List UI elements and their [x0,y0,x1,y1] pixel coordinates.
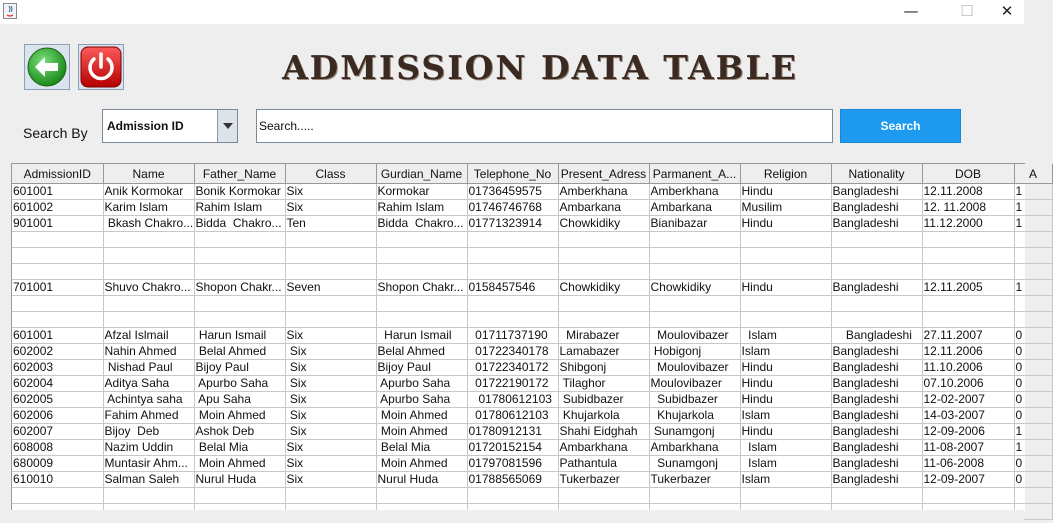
table-cell[interactable] [194,488,285,504]
admission-data-table [12,164,1053,520]
table-cell[interactable]: Nurul Huda [376,472,467,488]
table-cell[interactable]: Amberkhana [649,184,740,200]
table-cell[interactable]: Six [285,200,376,216]
table-cell[interactable]: Musilim [740,200,831,216]
table-cell[interactable]: Moin Ahmed [194,408,285,424]
page-title: ADMISSION DATA TABLE [282,48,798,87]
table-cell[interactable]: Amberkhana [558,184,649,200]
table-cell[interactable]: 14-03-2007 [922,408,1014,424]
table-cell[interactable]: Moin Ahmed [376,456,467,472]
table-cell[interactable] [376,312,467,328]
table-cell[interactable]: 0 [1014,328,1052,344]
power-icon [79,45,123,89]
table-cell[interactable] [740,296,831,312]
table-cell[interactable] [285,248,376,264]
table-cell[interactable] [1014,296,1052,312]
search-button[interactable]: Search [840,109,961,143]
table-row[interactable] [12,184,1052,200]
table-cell[interactable] [103,248,194,264]
table-cell[interactable] [103,312,194,328]
table-cell[interactable]: Tukerbazer [649,472,740,488]
table-row[interactable] [12,424,1052,440]
table-row[interactable] [12,248,1052,264]
table-cell[interactable] [376,232,467,248]
table-cell[interactable]: Shibgonj [558,360,649,376]
table-cell[interactable] [558,248,649,264]
table-cell[interactable]: 12.11.2005 [922,280,1014,296]
table-cell[interactable]: Nazim Uddin [103,440,194,456]
search-input[interactable] [256,109,833,143]
table-row[interactable] [12,200,1052,216]
table-cell[interactable]: 1 [1014,280,1052,296]
table-cell[interactable]: 0158457546 [467,280,558,296]
table-cell[interactable]: Bangladeshi [831,360,922,376]
table-cell[interactable]: Islam [740,408,831,424]
table-cell[interactable]: 07.10.2006 [922,376,1014,392]
table-cell[interactable]: Belal Ahmed [376,344,467,360]
table-cell[interactable]: Bijoy Deb [103,424,194,440]
table-row[interactable] [12,328,1052,344]
table-cell[interactable] [740,232,831,248]
table-cell[interactable] [649,488,740,504]
table-cell[interactable] [376,488,467,504]
table-row[interactable] [12,408,1052,424]
table-cell[interactable]: 01722340178 [467,344,558,360]
table-row[interactable] [12,280,1052,296]
table-cell[interactable]: Bidda Chakro... [194,216,285,232]
table-cell[interactable]: Nishad Paul [103,360,194,376]
table-cell[interactable] [1014,232,1052,248]
back-button[interactable] [24,44,70,90]
table-cell[interactable] [194,264,285,280]
column-header[interactable]: DOB [922,164,1014,184]
table-cell[interactable]: Fahim Ahmed [103,408,194,424]
table-cell[interactable]: Islam [740,440,831,456]
table-cell[interactable] [376,296,467,312]
table-cell[interactable] [649,312,740,328]
table-cell[interactable] [376,248,467,264]
table-cell[interactable] [922,312,1014,328]
table-cell[interactable]: Bijoy Paul [194,360,285,376]
table-cell[interactable]: Six [285,408,376,424]
table-cell[interactable]: Muntasir Ahm... [103,456,194,472]
table-cell[interactable]: Shopon Chakr... [376,280,467,296]
table-cell[interactable]: Six [285,376,376,392]
table-row[interactable] [12,296,1052,312]
table-cell[interactable]: Chowkidiky [558,280,649,296]
table-cell[interactable]: Anik Kormokar [103,184,194,200]
table-cell[interactable]: Karim Islam [103,200,194,216]
table-cell[interactable]: 610010 [12,472,103,488]
table-cell[interactable] [467,296,558,312]
table-cell[interactable]: 0 [1014,456,1052,472]
table-cell[interactable] [194,312,285,328]
table-cell[interactable]: 01780912131 [467,424,558,440]
table-cell[interactable]: Ambarkhana [649,440,740,456]
table-cell[interactable]: Pathantula [558,456,649,472]
table-cell[interactable]: Bangladeshi [831,216,922,232]
table-cell[interactable]: Shopon Chakr... [194,280,285,296]
table-cell[interactable]: 01771323914 [467,216,558,232]
table-cell[interactable] [467,248,558,264]
table-row[interactable] [12,312,1052,328]
table-cell[interactable]: Salman Saleh [103,472,194,488]
column-header[interactable]: Parmanent_A... [649,164,740,184]
table-cell[interactable] [1014,488,1052,504]
window-titlebar [0,0,1024,24]
table-cell[interactable]: 602002 [12,344,103,360]
table-cell[interactable]: 01780612103 [467,392,558,408]
table-cell[interactable]: Six [285,344,376,360]
table-cell[interactable] [649,296,740,312]
table-cell[interactable]: Kormokar [376,184,467,200]
table-cell[interactable]: Sunamgonj [649,456,740,472]
table-row[interactable] [12,392,1052,408]
table-cell[interactable]: Khujarkola [649,408,740,424]
table-row[interactable] [12,440,1052,456]
table-cell[interactable]: Six [285,184,376,200]
table-cell[interactable] [649,232,740,248]
table-cell[interactable]: Harun Ismail [376,328,467,344]
table-cell[interactable]: 11.12.2000 [922,216,1014,232]
table-cell[interactable]: Bangladeshi [831,328,922,344]
table-cell[interactable]: Nahin Ahmed [103,344,194,360]
table-cell[interactable]: 01746746768 [467,200,558,216]
table-cell[interactable]: Hindu [740,216,831,232]
table-cell[interactable]: Ambarkana [649,200,740,216]
table-cell[interactable] [558,264,649,280]
column-header[interactable]: Religion [740,164,831,184]
column-header[interactable]: Class [285,164,376,184]
table-cell[interactable]: Apurbo Saha [194,376,285,392]
dropdown-arrow-icon[interactable] [217,110,237,142]
table-cell[interactable]: Subidbazer [649,392,740,408]
table-cell[interactable] [922,232,1014,248]
search-field-value: Admission ID [107,119,184,133]
table-cell[interactable]: 01797081596 [467,456,558,472]
table-cell[interactable] [12,264,103,280]
table-cell[interactable]: 0 [1014,408,1052,424]
table-cell[interactable]: Six [285,424,376,440]
table-cell[interactable] [285,264,376,280]
table-cell[interactable]: Achintya saha [103,392,194,408]
table-cell[interactable]: Apu Saha [194,392,285,408]
table-cell[interactable]: Hindu [740,280,831,296]
table-cell[interactable]: 1 [1014,440,1052,456]
table-cell[interactable] [194,296,285,312]
table-row[interactable] [12,344,1052,360]
table-cell[interactable]: 602005 [12,392,103,408]
table-cell[interactable]: Chowkidiky [649,280,740,296]
table-cell[interactable] [1014,264,1052,280]
table-cell[interactable]: Hindu [740,424,831,440]
table-cell[interactable]: 01722190172 [467,376,558,392]
table-cell[interactable]: 901001 [12,216,103,232]
table-cell[interactable]: Subidbazer [558,392,649,408]
table-cell[interactable]: Shuvo Chakro... [103,280,194,296]
table-cell[interactable]: Bkash Chakro... [104,216,194,230]
table-cell[interactable]: 01722340172 [467,360,558,376]
table-cell[interactable] [649,264,740,280]
table-cell[interactable]: Rahim Islam [376,200,467,216]
table-cell[interactable]: Ambarkana [558,200,649,216]
table-cell[interactable]: Islam [740,344,831,360]
table-cell[interactable]: Hindu [740,360,831,376]
table-cell[interactable]: Bangladeshi [831,472,922,488]
table-cell[interactable]: Lamabazer [558,344,649,360]
table-cell[interactable] [740,312,831,328]
table-cell[interactable] [467,488,558,504]
table-cell[interactable]: Bangladeshi [831,456,922,472]
table-cell[interactable]: Six [285,472,376,488]
table-cell[interactable]: Bangladeshi [831,392,922,408]
table-cell[interactable] [922,264,1014,280]
table-cell[interactable]: Mirabazer [558,328,649,344]
column-header[interactable]: Nationality [831,164,922,184]
table-cell[interactable] [740,264,831,280]
table-cell[interactable]: Hobigonj [649,344,740,360]
table-cell[interactable]: Bianibazar [649,216,740,232]
table-cell[interactable]: Apurbo Saha [376,392,467,408]
table-cell[interactable]: Hindu [740,184,831,200]
table-cell[interactable] [285,232,376,248]
table-cell[interactable]: Chowkidiky [558,216,649,232]
table-cell[interactable]: Sunamgonj [649,424,740,440]
table-cell[interactable]: Belal Ahmed [194,344,285,360]
table-cell[interactable]: 12-09-2006 [922,424,1014,440]
table-cell[interactable]: Moulovibazer [649,360,740,376]
table-cell[interactable]: 608008 [12,440,103,456]
table-cell[interactable] [831,232,922,248]
table-cell[interactable] [12,232,103,248]
table-cell[interactable] [12,488,103,504]
table-cell[interactable]: 12. 11.2008 [922,200,1014,216]
table-header-row [12,164,1052,184]
table-cell[interactable] [376,264,467,280]
maximize-button[interactable]: ☐ [960,2,974,20]
column-header[interactable]: AdmissionID [12,164,103,184]
table-row[interactable] [12,216,1052,232]
table-cell[interactable]: Bangladeshi [831,424,922,440]
table-cell[interactable] [831,488,922,504]
table-cell[interactable]: Nurul Huda [194,472,285,488]
table-cell[interactable] [12,312,103,328]
table-cell[interactable] [1014,248,1052,264]
table-cell[interactable]: Tukerbazer [558,472,649,488]
table-cell[interactable]: 1 [1014,424,1052,440]
table-cell[interactable]: 12-09-2007 [922,472,1014,488]
table-cell[interactable]: Bijoy Paul [376,360,467,376]
table-cell[interactable] [285,488,376,504]
table-cell[interactable] [831,248,922,264]
table-cell[interactable] [467,312,558,328]
table-cell[interactable]: Bangladeshi [831,440,922,456]
table-cell[interactable]: Harun Ismail [194,328,285,344]
table-cell[interactable]: Moin Ahmed [194,456,285,472]
table-cell[interactable]: 11-06-2008 [922,456,1014,472]
table-cell[interactable]: Six [285,440,376,456]
table-cell[interactable] [922,248,1014,264]
table-cell[interactable]: 27.11.2007 [922,328,1014,344]
table-cell[interactable]: Six [285,360,376,376]
table-cell[interactable]: Bangladeshi [831,344,922,360]
table-cell[interactable]: 602006 [12,408,103,424]
table-cell[interactable]: Bidda Chakro... [376,216,467,232]
admission-table-scroll[interactable] [11,163,1037,511]
table-cell[interactable] [103,488,194,504]
table-cell[interactable]: Moin Ahmed [376,424,467,440]
power-exit-button[interactable] [78,44,124,90]
table-cell[interactable] [558,488,649,504]
table-cell[interactable]: 01788565069 [467,472,558,488]
table-cell[interactable]: 601001 [12,184,103,200]
table-cell[interactable] [558,312,649,328]
table-cell[interactable]: 602007 [12,424,103,440]
table-cell[interactable]: 1 [1014,184,1052,200]
table-cell[interactable]: Apurbo Saha [376,376,467,392]
table-row[interactable] [12,360,1052,376]
column-header[interactable]: A [1014,164,1052,184]
table-cell[interactable]: 11-08-2007 [922,440,1014,456]
table-cell[interactable]: Moulovibazer [649,328,740,344]
table-cell[interactable] [194,232,285,248]
table-cell[interactable] [103,264,194,280]
search-by-label: Search By [23,125,88,141]
table-cell[interactable] [831,312,922,328]
table-cell[interactable]: Six [285,392,376,408]
java-app-icon [3,3,17,19]
table-cell[interactable] [558,296,649,312]
table-cell[interactable]: 0 [1014,376,1052,392]
table-cell[interactable]: 11.10.2006 [922,360,1014,376]
column-header[interactable]: Gurdian_Name [376,164,467,184]
table-cell[interactable]: 0 [1014,360,1052,376]
table-cell[interactable]: 680009 [12,456,103,472]
table-cell[interactable]: 12.11.2008 [922,184,1014,200]
table-cell[interactable]: Islam [740,328,831,344]
table-cell[interactable] [740,248,831,264]
table-cell[interactable]: 01720152154 [467,440,558,456]
column-header[interactable]: Present_Adress [558,164,649,184]
table-cell[interactable] [12,248,103,264]
table-row[interactable] [12,456,1052,472]
table-cell[interactable]: Rahim Islam [194,200,285,216]
table-cell[interactable]: Ten [285,216,376,232]
close-button[interactable]: ✕ [1000,2,1014,20]
table-cell[interactable] [285,312,376,328]
column-header[interactable]: Name [103,164,194,184]
table-cell[interactable] [12,296,103,312]
table-cell[interactable]: Ashok Deb [194,424,285,440]
table-cell[interactable]: Tilaghor [558,376,649,392]
table-cell[interactable] [1014,312,1052,328]
table-cell[interactable]: 01711737190 [467,328,558,344]
table-cell[interactable] [467,264,558,280]
table-cell[interactable]: 01736459575 [467,184,558,200]
table-row[interactable] [12,472,1052,488]
table-cell[interactable]: 1 [1014,216,1052,232]
table-cell[interactable]: 0 [1014,392,1052,408]
table-cell[interactable]: Bangladeshi [831,376,922,392]
table-cell[interactable]: Islam [740,472,831,488]
column-header[interactable]: Telephone_No [467,164,558,184]
table-row[interactable] [12,232,1052,248]
table-cell[interactable]: Bangladeshi [831,408,922,424]
table-cell[interactable]: Shahi Eidghah [558,424,649,440]
column-header[interactable]: Father_Name [194,164,285,184]
table-row[interactable] [12,376,1052,392]
table-cell[interactable]: Aditya Saha [103,376,194,392]
table-cell[interactable]: Bangladeshi [831,280,922,296]
table-cell[interactable]: Bangladeshi [831,184,922,200]
table-cell[interactable]: 602004 [12,376,103,392]
table-cell[interactable]: 01780612103 [467,408,558,424]
table-cell[interactable] [831,264,922,280]
table-cell[interactable]: Belal Mia [194,440,285,456]
window-bottom-edge [0,510,1024,523]
table-cell[interactable]: 12.11.2006 [922,344,1014,360]
minimize-button[interactable]: — [903,2,919,20]
table-cell[interactable] [285,296,376,312]
table-cell[interactable] [467,232,558,248]
table-cell[interactable]: Moin Ahmed [376,408,467,424]
table-cell[interactable] [831,296,922,312]
table-row[interactable] [12,264,1052,280]
table-cell[interactable]: Seven [285,280,376,296]
table-cell[interactable]: Ambarkhana [558,440,649,456]
table-cell[interactable] [740,488,831,504]
table-cell[interactable] [558,232,649,248]
table-cell[interactable]: Six [285,456,376,472]
table-cell[interactable]: Hindu [740,392,831,408]
table-cell[interactable]: 602003 [12,360,103,376]
table-cell[interactable]: Afzal Islmail [103,328,194,344]
table-cell[interactable]: 0 [1014,472,1052,488]
table-cell[interactable]: Six [285,328,376,344]
table-cell[interactable]: 12-02-2007 [922,392,1014,408]
table-row[interactable] [12,488,1052,504]
back-arrow-icon [25,45,69,89]
table-cell[interactable]: 601002 [12,200,103,216]
table-cell[interactable] [649,248,740,264]
table-cell[interactable] [103,232,194,248]
table-cell[interactable]: 701001 [12,280,103,296]
table-cell[interactable] [922,296,1014,312]
table-cell[interactable]: Khujarkola [558,408,649,424]
table-cell[interactable]: Hindu [740,376,831,392]
table-cell[interactable]: Islam [740,456,831,472]
table-cell[interactable]: Moulovibazer [649,376,740,392]
table-cell[interactable]: Belal Mia [376,440,467,456]
table-cell[interactable] [922,488,1014,504]
table-cell[interactable]: 601001 [12,328,103,344]
table-cell[interactable]: Bonik Kormokar [194,184,285,200]
search-field-select[interactable] [102,109,238,143]
table-cell[interactable] [103,296,194,312]
table-cell[interactable]: 0 [1014,344,1052,360]
table-cell[interactable]: 1 [1014,200,1052,216]
table-cell[interactable] [194,248,285,264]
table-cell[interactable]: Bangladeshi [831,200,922,216]
